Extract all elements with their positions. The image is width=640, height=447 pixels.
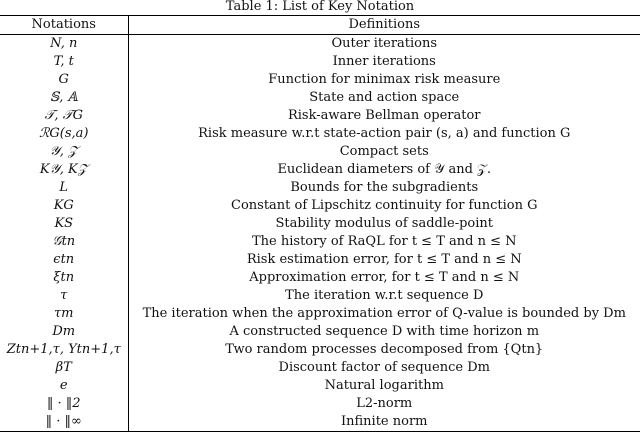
table-row bbox=[0, 323, 640, 341]
notation-cell: ξtn bbox=[0, 269, 128, 287]
notation-cell: L bbox=[0, 179, 128, 197]
notation-cell: ℛG(s,a) bbox=[0, 125, 128, 143]
notation-cell: T, t bbox=[0, 53, 128, 71]
notation-cell: 𝒯, 𝒯G bbox=[0, 107, 128, 125]
definition-cell: The history of RaQL for t ≤ T and n ≤ N bbox=[252, 234, 517, 249]
definition-cell: Compact sets bbox=[339, 144, 429, 159]
table-row bbox=[0, 269, 640, 287]
notation-cell: Dm bbox=[0, 323, 128, 341]
table-row bbox=[0, 215, 640, 233]
notation-cell: βT bbox=[0, 359, 128, 377]
definition-cell: The iteration when the approximation error of Q-value is bounded by Dm bbox=[142, 306, 626, 321]
notation-cell: τ bbox=[0, 287, 128, 305]
header-definitions: Definitions bbox=[128, 16, 640, 35]
definition-cell: Risk estimation error, for t ≤ T and n ≤ N bbox=[246, 252, 522, 267]
definition-cell: Function for minimax risk measure bbox=[268, 72, 501, 87]
definition-cell: Stability modulus of saddle-point bbox=[275, 216, 494, 231]
notation-cell: 𝕊, 𝔸 bbox=[0, 89, 128, 107]
table-row bbox=[0, 89, 640, 107]
notation-cell: 𝒢tn bbox=[0, 233, 128, 251]
notation-cell: KG bbox=[0, 197, 128, 215]
definition-cell: A constructed sequence D with time horizon m bbox=[229, 324, 540, 339]
table-row bbox=[0, 53, 640, 71]
definition-cell: Euclidean diameters of 𝒴 and 𝒵. bbox=[277, 162, 492, 177]
definition-cell: Risk measure w.r.t state-action pair (s, a) and function G bbox=[198, 126, 571, 141]
table-body bbox=[0, 35, 640, 432]
notation-cell: K𝒴, K𝒵 bbox=[0, 161, 128, 179]
table-row bbox=[0, 359, 640, 377]
table-row bbox=[0, 71, 640, 89]
definition-cell: Bounds for the subgradients bbox=[290, 180, 479, 195]
notation-cell: ‖ · ‖∞ bbox=[0, 413, 128, 432]
notation-cell: ϵtn bbox=[0, 251, 128, 269]
notation-cell: τm bbox=[0, 305, 128, 323]
table-row bbox=[0, 341, 640, 359]
definition-cell: Inner iterations bbox=[332, 54, 436, 69]
notation-cell: e bbox=[0, 377, 128, 395]
definition-cell: Constant of Lipschitz continuity for function G bbox=[231, 198, 538, 213]
definition-cell: State and action space bbox=[309, 90, 460, 105]
header-notations: Notations bbox=[0, 16, 128, 35]
table-row bbox=[0, 287, 640, 305]
table-row bbox=[0, 179, 640, 197]
table-header bbox=[0, 16, 640, 35]
header-row bbox=[0, 16, 640, 35]
table-row bbox=[0, 143, 640, 161]
table-row bbox=[0, 413, 640, 432]
table-caption: Table 1: List of Key Notation bbox=[225, 0, 415, 14]
notation-cell: Ztn+1,τ, Ytn+1,τ bbox=[0, 341, 128, 359]
table-row bbox=[0, 161, 640, 179]
definition-cell: Natural logarithm bbox=[324, 378, 444, 393]
notation-cell: KS bbox=[0, 215, 128, 233]
definition-cell: Discount factor of sequence Dm bbox=[278, 360, 490, 375]
notation-cell: ‖ · ‖2 bbox=[0, 395, 128, 413]
table-row bbox=[0, 251, 640, 269]
definition-cell: Outer iterations bbox=[331, 36, 438, 51]
table-row bbox=[0, 107, 640, 125]
table-row bbox=[0, 377, 640, 395]
definition-cell: Approximation error, for t ≤ T and n ≤ N bbox=[249, 270, 520, 285]
definition-cell: Risk-aware Bellman operator bbox=[287, 108, 481, 123]
definition-cell: L2-norm bbox=[356, 396, 413, 411]
notation-table bbox=[0, 15, 640, 432]
definition-cell: Infinite norm bbox=[128, 413, 640, 432]
table-row bbox=[0, 35, 640, 54]
definition-cell: The iteration w.r.t sequence D bbox=[285, 288, 484, 303]
table-row bbox=[0, 305, 640, 323]
table-row bbox=[0, 197, 640, 215]
table-row bbox=[0, 395, 640, 413]
notation-cell: N, n bbox=[0, 35, 128, 54]
definition-cell: Two random processes decomposed from {Qtn} bbox=[225, 342, 544, 357]
notation-cell: G bbox=[0, 71, 128, 89]
notation-cell: 𝒴, 𝒵 bbox=[0, 143, 128, 161]
table-row bbox=[0, 125, 640, 143]
table-row bbox=[0, 233, 640, 251]
